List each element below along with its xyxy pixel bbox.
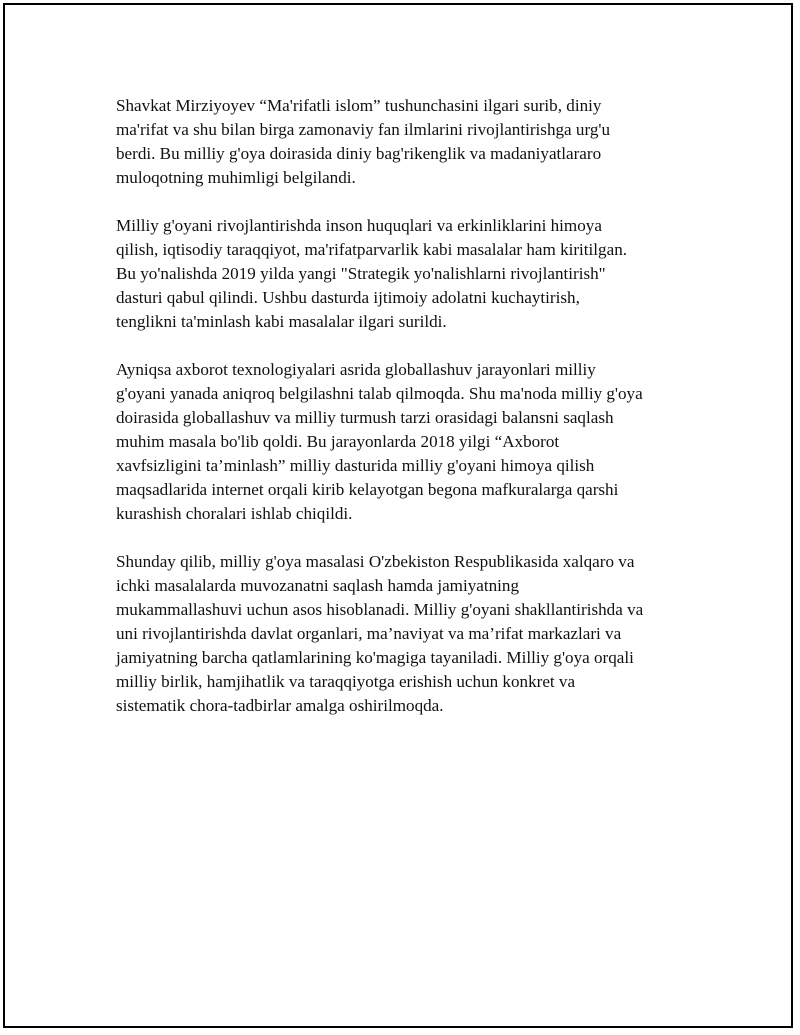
paragraph-4: Shunday qilib, milliy g'oya masalasi O'zbekiston Respublikasida xalqaro va ichki masalalarda muvozanatni saqlash hamda jamiyatning mukammallashuvi uchun asos hisoblanadi. Milliy g'oyani shakllantirishda va uni rivojlantirishda davlat organlari, ma’naviyat va ma’rifat markazlari va jamiyatning barcha qatlamlarining ko'magiga tayaniladi. Milliy g'oya orqali milliy birlik, hamjihatlik va taraqqiyotga erishish uchun konkret va sistematik chora-tadbirlar amalga oshirilmoqda.: [116, 552, 644, 715]
paragraph-1: Shavkat Mirziyoyev “Ma'rifatli islom” tushunchasini ilgari surib, diniy ma'rifat va shu bilan birga zamonaviy fan ilmlarini rivojlantirishga urg'u berdi. Bu milliy g'oya doirasida diniy bag'rikenglik va madaniyatlararo muloqotning muhimligi belgilandi.: [116, 96, 610, 187]
paragraph-2: Milliy g'oyani rivojlantirishda inson huquqlari va erkinliklarini himoya qilish, iqtisodiy taraqqiyot, ma'rifatparvarlik kabi masalalar ham kiritilgan. Bu yo'nalishda 2019 yilda yangi "Strategik yo'nalishlarni rivojlantirish" dasturi qabul qilindi. Ushbu dasturda ijtimoiy adolatni kuchaytirish, tenglikni ta'minlash kabi masalalar ilgari surildi.: [116, 216, 628, 331]
document-body: [116, 94, 696, 742]
paragraph-3: Ayniqsa axborot texnologiyalari asrida globallashuv jarayonlari milliy g'oyani yanada aniqroq belgilashni talab qilmoqda. Shu ma'noda milliy g'oya doirasida globallashuv va milliy turmush tarzi orasidagi balansni saqlash muhim masala bo'lib qoldi. Bu jarayonlarda 2018 yilgi “Axborot xavfsizligini ta’minlash” milliy dasturida milliy g'oyani himoya qilish maqsadlarida internet orqali kirib kelayotgan begona mafkuralarga qarshi kurashish choralari ishlab chiqildi.: [116, 360, 643, 523]
